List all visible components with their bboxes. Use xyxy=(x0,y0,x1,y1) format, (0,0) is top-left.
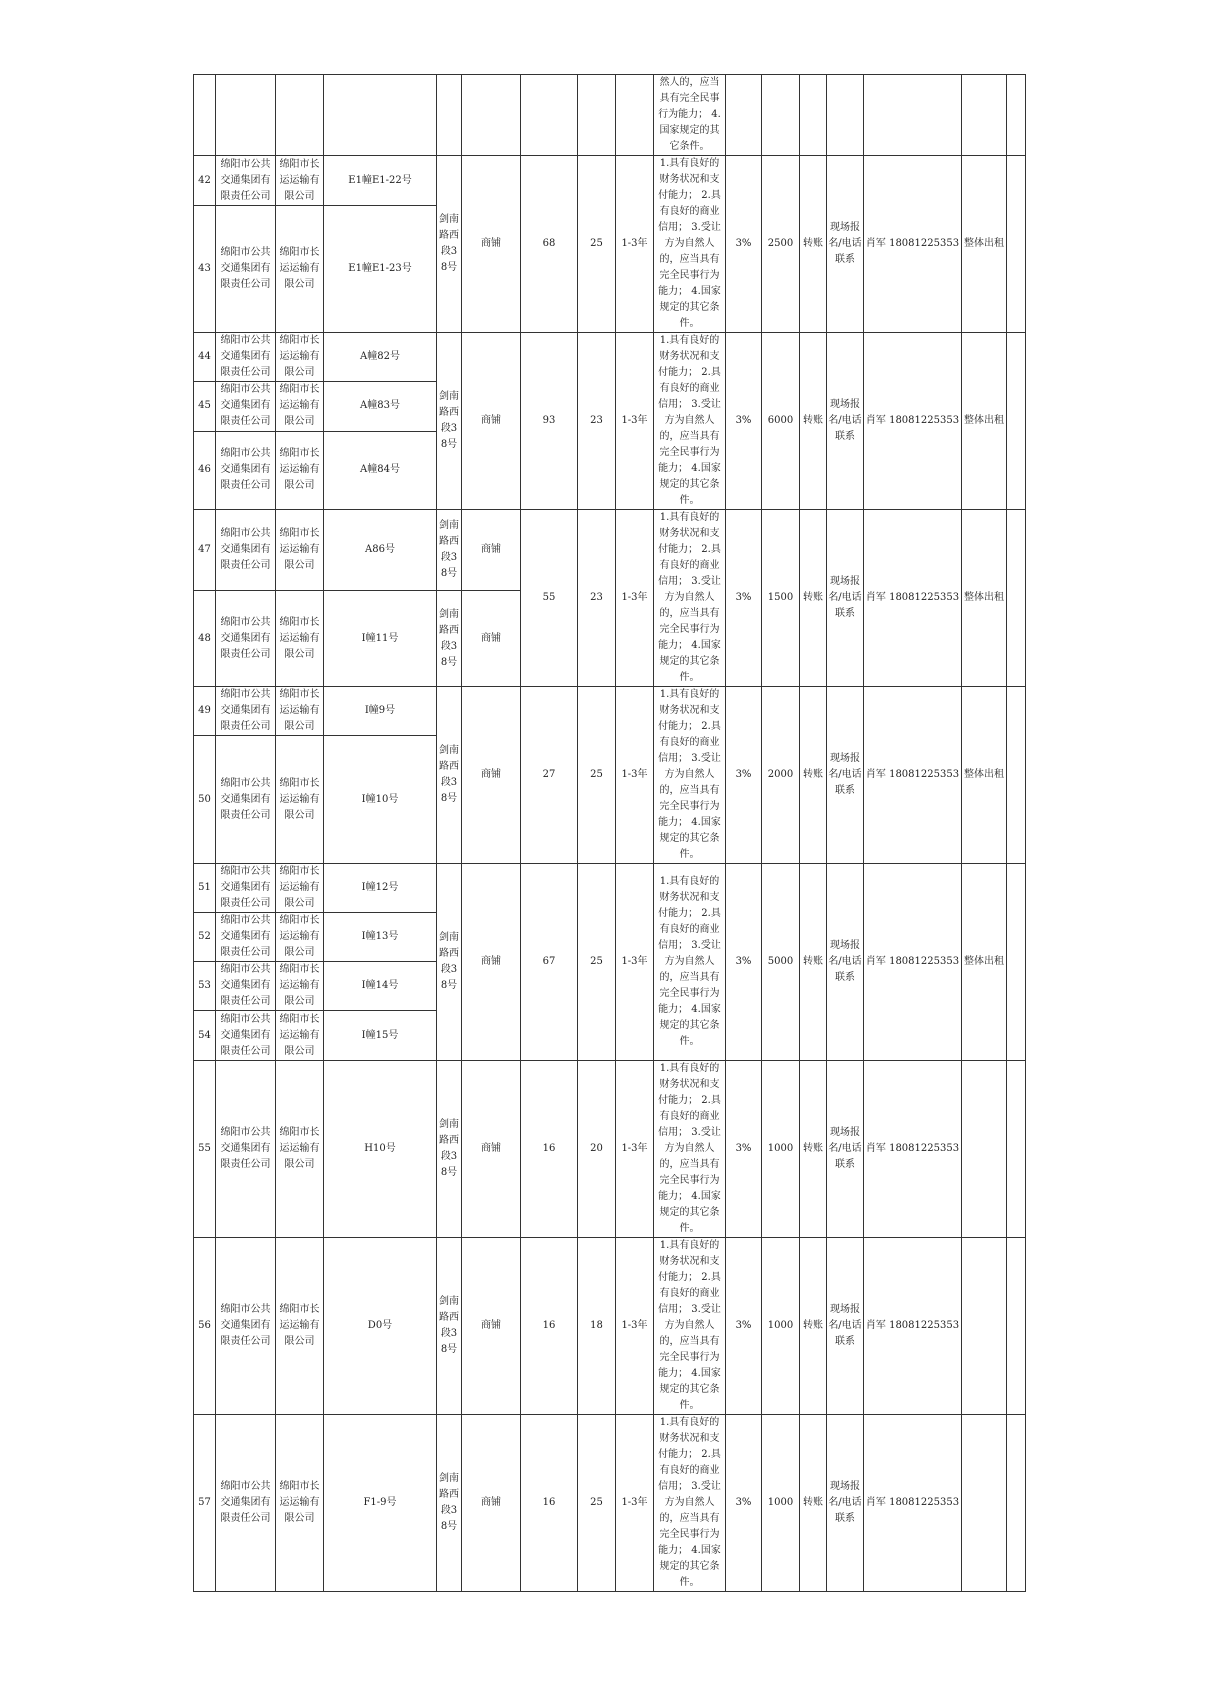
owner-cell: 绵阳市公共交通集团有限责任公司 xyxy=(216,510,276,591)
location-cell: 剑南路西段38号 xyxy=(437,333,462,510)
company-cell: 绵阳市长运运输有限公司 xyxy=(276,156,324,206)
unit-cell xyxy=(324,75,437,156)
row-index: 50 xyxy=(194,736,216,864)
payment-cell: 转账 xyxy=(800,864,827,1061)
price-cell xyxy=(578,75,616,156)
location-cell: 剑南路西段38号 xyxy=(437,1238,462,1415)
unit-cell: I幢13号 xyxy=(324,913,437,962)
company-cell: 绵阳市长运运输有限公司 xyxy=(276,913,324,962)
price-cell: 23 xyxy=(578,333,616,510)
increase-cell: 3% xyxy=(726,1238,762,1415)
owner-cell: 绵阳市公共交通集团有限责任公司 xyxy=(216,333,276,382)
term-cell: 1-3年 xyxy=(616,1061,654,1238)
owner-cell: 绵阳市公共交通集团有限责任公司 xyxy=(216,431,276,509)
note-cell xyxy=(962,1415,1007,1592)
price-cell: 23 xyxy=(578,510,616,687)
type-cell: 商铺 xyxy=(462,1061,521,1238)
increase-cell: 3% xyxy=(726,333,762,510)
deposit-cell: 6000 xyxy=(762,333,800,510)
note-cell xyxy=(962,1061,1007,1238)
table-row xyxy=(194,1415,1026,1592)
row-index: 43 xyxy=(194,206,216,333)
company-cell: 绵阳市长运运输有限公司 xyxy=(276,1415,324,1592)
unit-cell: I幢12号 xyxy=(324,864,437,913)
note-cell xyxy=(962,75,1007,156)
company-cell xyxy=(276,75,324,156)
contact-cell: 肖军 18081225353 xyxy=(864,1061,962,1238)
company-cell: 绵阳市长运运输有限公司 xyxy=(276,736,324,864)
company-cell: 绵阳市长运运输有限公司 xyxy=(276,510,324,591)
unit-cell: E1幢E1-23号 xyxy=(324,206,437,333)
price-cell: 25 xyxy=(578,864,616,1061)
signup-cell xyxy=(827,75,864,156)
location-cell: 剑南路西段38号 xyxy=(437,864,462,1061)
table-row xyxy=(194,333,1026,382)
contact-cell: 肖军 18081225353 xyxy=(864,687,962,864)
location-cell xyxy=(437,75,462,156)
table-row xyxy=(194,864,1026,913)
owner-cell: 绵阳市公共交通集团有限责任公司 xyxy=(216,736,276,864)
price-cell: 20 xyxy=(578,1061,616,1238)
price-cell: 25 xyxy=(578,156,616,333)
deposit-cell: 1500 xyxy=(762,510,800,687)
unit-cell: I幢15号 xyxy=(324,1011,437,1061)
conditions-cell: 1.具有良好的财务状况和支付能力； 2.具有良好的商业信用； 3.受让方为自然人的，应当具有完全民事行为能力； 4.国家规定的其它条件。 xyxy=(654,687,726,864)
unit-cell: I幢9号 xyxy=(324,687,437,736)
unit-cell: H10号 xyxy=(324,1061,437,1238)
signup-cell: 现场报名/电话联系 xyxy=(827,1415,864,1592)
extra-cell xyxy=(1007,510,1026,687)
extra-cell xyxy=(1007,333,1026,510)
conditions-cell: 1.具有良好的财务状况和支付能力； 2.具有良好的商业信用； 3.受让方为自然人的，应当具有完全民事行为能力； 4.国家规定的其它条件。 xyxy=(654,1238,726,1415)
unit-cell: A幢84号 xyxy=(324,431,437,509)
area-cell: 16 xyxy=(521,1415,578,1592)
conditions-cell: 1.具有良好的财务状况和支付能力； 2.具有良好的商业信用； 3.受让方为自然人的，应当具有完全民事行为能力； 4.国家规定的其它条件。 xyxy=(654,156,726,333)
note-cell: 整体出租 xyxy=(962,687,1007,864)
row-index: 45 xyxy=(194,382,216,431)
row-index: 42 xyxy=(194,156,216,206)
area-cell: 27 xyxy=(521,687,578,864)
location-cell: 剑南路西段38号 xyxy=(437,156,462,333)
type-cell: 商铺 xyxy=(462,510,521,591)
increase-cell: 3% xyxy=(726,510,762,687)
row-index: 53 xyxy=(194,962,216,1011)
location-cell: 剑南路西段38号 xyxy=(437,687,462,864)
unit-cell: E1幢E1-22号 xyxy=(324,156,437,206)
row-index: 44 xyxy=(194,333,216,382)
type-cell: 商铺 xyxy=(462,687,521,864)
row-index: 47 xyxy=(194,510,216,591)
contact-cell: 肖军 18081225353 xyxy=(864,1238,962,1415)
payment-cell: 转账 xyxy=(800,333,827,510)
table-row xyxy=(194,1238,1026,1415)
extra-cell xyxy=(1007,1415,1026,1592)
type-cell: 商铺 xyxy=(462,333,521,510)
extra-cell xyxy=(1007,1238,1026,1415)
signup-cell: 现场报名/电话联系 xyxy=(827,156,864,333)
payment-cell xyxy=(800,75,827,156)
company-cell: 绵阳市长运运输有限公司 xyxy=(276,1061,324,1238)
table-row xyxy=(194,156,1026,206)
increase-cell: 3% xyxy=(726,864,762,1061)
table-row xyxy=(194,75,1026,156)
increase-cell: 3% xyxy=(726,1061,762,1238)
type-cell: 商铺 xyxy=(462,591,521,687)
area-cell: 16 xyxy=(521,1061,578,1238)
owner-cell: 绵阳市公共交通集团有限责任公司 xyxy=(216,206,276,333)
signup-cell: 现场报名/电话联系 xyxy=(827,510,864,687)
type-cell: 商铺 xyxy=(462,1238,521,1415)
row-index: 49 xyxy=(194,687,216,736)
signup-cell: 现场报名/电话联系 xyxy=(827,864,864,1061)
location-cell: 剑南路西段38号 xyxy=(437,591,462,687)
company-cell: 绵阳市长运运输有限公司 xyxy=(276,962,324,1011)
payment-cell: 转账 xyxy=(800,687,827,864)
conditions-cell: 1.具有良好的财务状况和支付能力； 2.具有良好的商业信用； 3.受让方为自然人的，应当具有完全民事行为能力； 4.国家规定的其它条件。 xyxy=(654,333,726,510)
owner-cell xyxy=(216,75,276,156)
row-index: 56 xyxy=(194,1238,216,1415)
row-index: 57 xyxy=(194,1415,216,1592)
location-cell: 剑南路西段38号 xyxy=(437,510,462,591)
deposit-cell xyxy=(762,75,800,156)
table-row xyxy=(194,1061,1026,1238)
unit-cell: A86号 xyxy=(324,510,437,591)
company-cell: 绵阳市长运运输有限公司 xyxy=(276,382,324,431)
unit-cell: A幢82号 xyxy=(324,333,437,382)
unit-cell: F1-9号 xyxy=(324,1415,437,1592)
deposit-cell: 1000 xyxy=(762,1415,800,1592)
contact-cell: 肖军 18081225353 xyxy=(864,333,962,510)
deposit-cell: 1000 xyxy=(762,1238,800,1415)
deposit-cell: 2500 xyxy=(762,156,800,333)
contact-cell: 肖军 18081225353 xyxy=(864,1415,962,1592)
term-cell: 1-3年 xyxy=(616,1238,654,1415)
company-cell: 绵阳市长运运输有限公司 xyxy=(276,687,324,736)
term-cell: 1-3年 xyxy=(616,687,654,864)
increase-cell: 3% xyxy=(726,1415,762,1592)
owner-cell: 绵阳市公共交通集团有限责任公司 xyxy=(216,687,276,736)
extra-cell xyxy=(1007,75,1026,156)
signup-cell: 现场报名/电话联系 xyxy=(827,687,864,864)
contact-cell: 肖军 18081225353 xyxy=(864,156,962,333)
row-index: 51 xyxy=(194,864,216,913)
contact-cell xyxy=(864,75,962,156)
payment-cell: 转账 xyxy=(800,1415,827,1592)
note-cell: 整体出租 xyxy=(962,510,1007,687)
signup-cell: 现场报名/电话联系 xyxy=(827,1238,864,1415)
note-cell: 整体出租 xyxy=(962,864,1007,1061)
note-cell: 整体出租 xyxy=(962,156,1007,333)
owner-cell: 绵阳市公共交通集团有限责任公司 xyxy=(216,962,276,1011)
row-index: 46 xyxy=(194,431,216,509)
conditions-cell: 1.具有良好的财务状况和支付能力； 2.具有良好的商业信用； 3.受让方为自然人的，应当具有完全民事行为能力； 4.国家规定的其它条件。 xyxy=(654,1061,726,1238)
extra-cell xyxy=(1007,687,1026,864)
conditions-cell: 然人的，应当具有完全民事行为能力； 4.国家规定的其它条件。 xyxy=(654,75,726,156)
owner-cell: 绵阳市公共交通集团有限责任公司 xyxy=(216,1061,276,1238)
company-cell: 绵阳市长运运输有限公司 xyxy=(276,1238,324,1415)
area-cell: 68 xyxy=(521,156,578,333)
extra-cell xyxy=(1007,156,1026,333)
term-cell xyxy=(616,75,654,156)
area-cell xyxy=(521,75,578,156)
owner-cell: 绵阳市公共交通集团有限责任公司 xyxy=(216,591,276,687)
type-cell: 商铺 xyxy=(462,156,521,333)
payment-cell: 转账 xyxy=(800,156,827,333)
location-cell: 剑南路西段38号 xyxy=(437,1415,462,1592)
price-cell: 25 xyxy=(578,1415,616,1592)
term-cell: 1-3年 xyxy=(616,156,654,333)
table-row xyxy=(194,510,1026,591)
extra-cell xyxy=(1007,864,1026,1061)
conditions-cell: 1.具有良好的财务状况和支付能力； 2.具有良好的商业信用； 3.受让方为自然人的，应当具有完全民事行为能力； 4.国家规定的其它条件。 xyxy=(654,864,726,1061)
unit-cell: D0号 xyxy=(324,1238,437,1415)
listing-table xyxy=(193,74,1026,1592)
row-index: 54 xyxy=(194,1011,216,1061)
term-cell: 1-3年 xyxy=(616,510,654,687)
type-cell xyxy=(462,75,521,156)
unit-cell: I幢11号 xyxy=(324,591,437,687)
owner-cell: 绵阳市公共交通集团有限责任公司 xyxy=(216,1238,276,1415)
signup-cell: 现场报名/电话联系 xyxy=(827,1061,864,1238)
term-cell: 1-3年 xyxy=(616,1415,654,1592)
deposit-cell: 2000 xyxy=(762,687,800,864)
company-cell: 绵阳市长运运输有限公司 xyxy=(276,333,324,382)
contact-cell: 肖军 18081225353 xyxy=(864,864,962,1061)
company-cell: 绵阳市长运运输有限公司 xyxy=(276,431,324,509)
price-cell: 18 xyxy=(578,1238,616,1415)
unit-cell: I幢10号 xyxy=(324,736,437,864)
row-index: 52 xyxy=(194,913,216,962)
area-cell: 67 xyxy=(521,864,578,1061)
owner-cell: 绵阳市公共交通集团有限责任公司 xyxy=(216,864,276,913)
company-cell: 绵阳市长运运输有限公司 xyxy=(276,206,324,333)
extra-cell xyxy=(1007,1061,1026,1238)
price-cell: 25 xyxy=(578,687,616,864)
increase-cell xyxy=(726,75,762,156)
conditions-cell: 1.具有良好的财务状况和支付能力； 2.具有良好的商业信用； 3.受让方为自然人的，应当具有完全民事行为能力； 4.国家规定的其它条件。 xyxy=(654,510,726,687)
payment-cell: 转账 xyxy=(800,1061,827,1238)
note-cell: 整体出租 xyxy=(962,333,1007,510)
term-cell: 1-3年 xyxy=(616,333,654,510)
company-cell: 绵阳市长运运输有限公司 xyxy=(276,864,324,913)
row-index: 48 xyxy=(194,591,216,687)
table-row xyxy=(194,687,1026,736)
deposit-cell: 5000 xyxy=(762,864,800,1061)
company-cell: 绵阳市长运运输有限公司 xyxy=(276,591,324,687)
payment-cell: 转账 xyxy=(800,510,827,687)
owner-cell: 绵阳市公共交通集团有限责任公司 xyxy=(216,156,276,206)
contact-cell: 肖军 18081225353 xyxy=(864,510,962,687)
type-cell: 商铺 xyxy=(462,864,521,1061)
increase-cell: 3% xyxy=(726,156,762,333)
increase-cell: 3% xyxy=(726,687,762,864)
area-cell: 55 xyxy=(521,510,578,687)
type-cell: 商铺 xyxy=(462,1415,521,1592)
payment-cell: 转账 xyxy=(800,1238,827,1415)
owner-cell: 绵阳市公共交通集团有限责任公司 xyxy=(216,1011,276,1061)
conditions-cell: 1.具有良好的财务状况和支付能力； 2.具有良好的商业信用； 3.受让方为自然人的，应当具有完全民事行为能力； 4.国家规定的其它条件。 xyxy=(654,1415,726,1592)
owner-cell: 绵阳市公共交通集团有限责任公司 xyxy=(216,382,276,431)
unit-cell: A幢83号 xyxy=(324,382,437,431)
area-cell: 93 xyxy=(521,333,578,510)
row-index: 55 xyxy=(194,1061,216,1238)
note-cell xyxy=(962,1238,1007,1415)
row-index xyxy=(194,75,216,156)
company-cell: 绵阳市长运运输有限公司 xyxy=(276,1011,324,1061)
owner-cell: 绵阳市公共交通集团有限责任公司 xyxy=(216,1415,276,1592)
deposit-cell: 1000 xyxy=(762,1061,800,1238)
location-cell: 剑南路西段38号 xyxy=(437,1061,462,1238)
area-cell: 16 xyxy=(521,1238,578,1415)
owner-cell: 绵阳市公共交通集团有限责任公司 xyxy=(216,913,276,962)
unit-cell: I幢14号 xyxy=(324,962,437,1011)
term-cell: 1-3年 xyxy=(616,864,654,1061)
signup-cell: 现场报名/电话联系 xyxy=(827,333,864,510)
